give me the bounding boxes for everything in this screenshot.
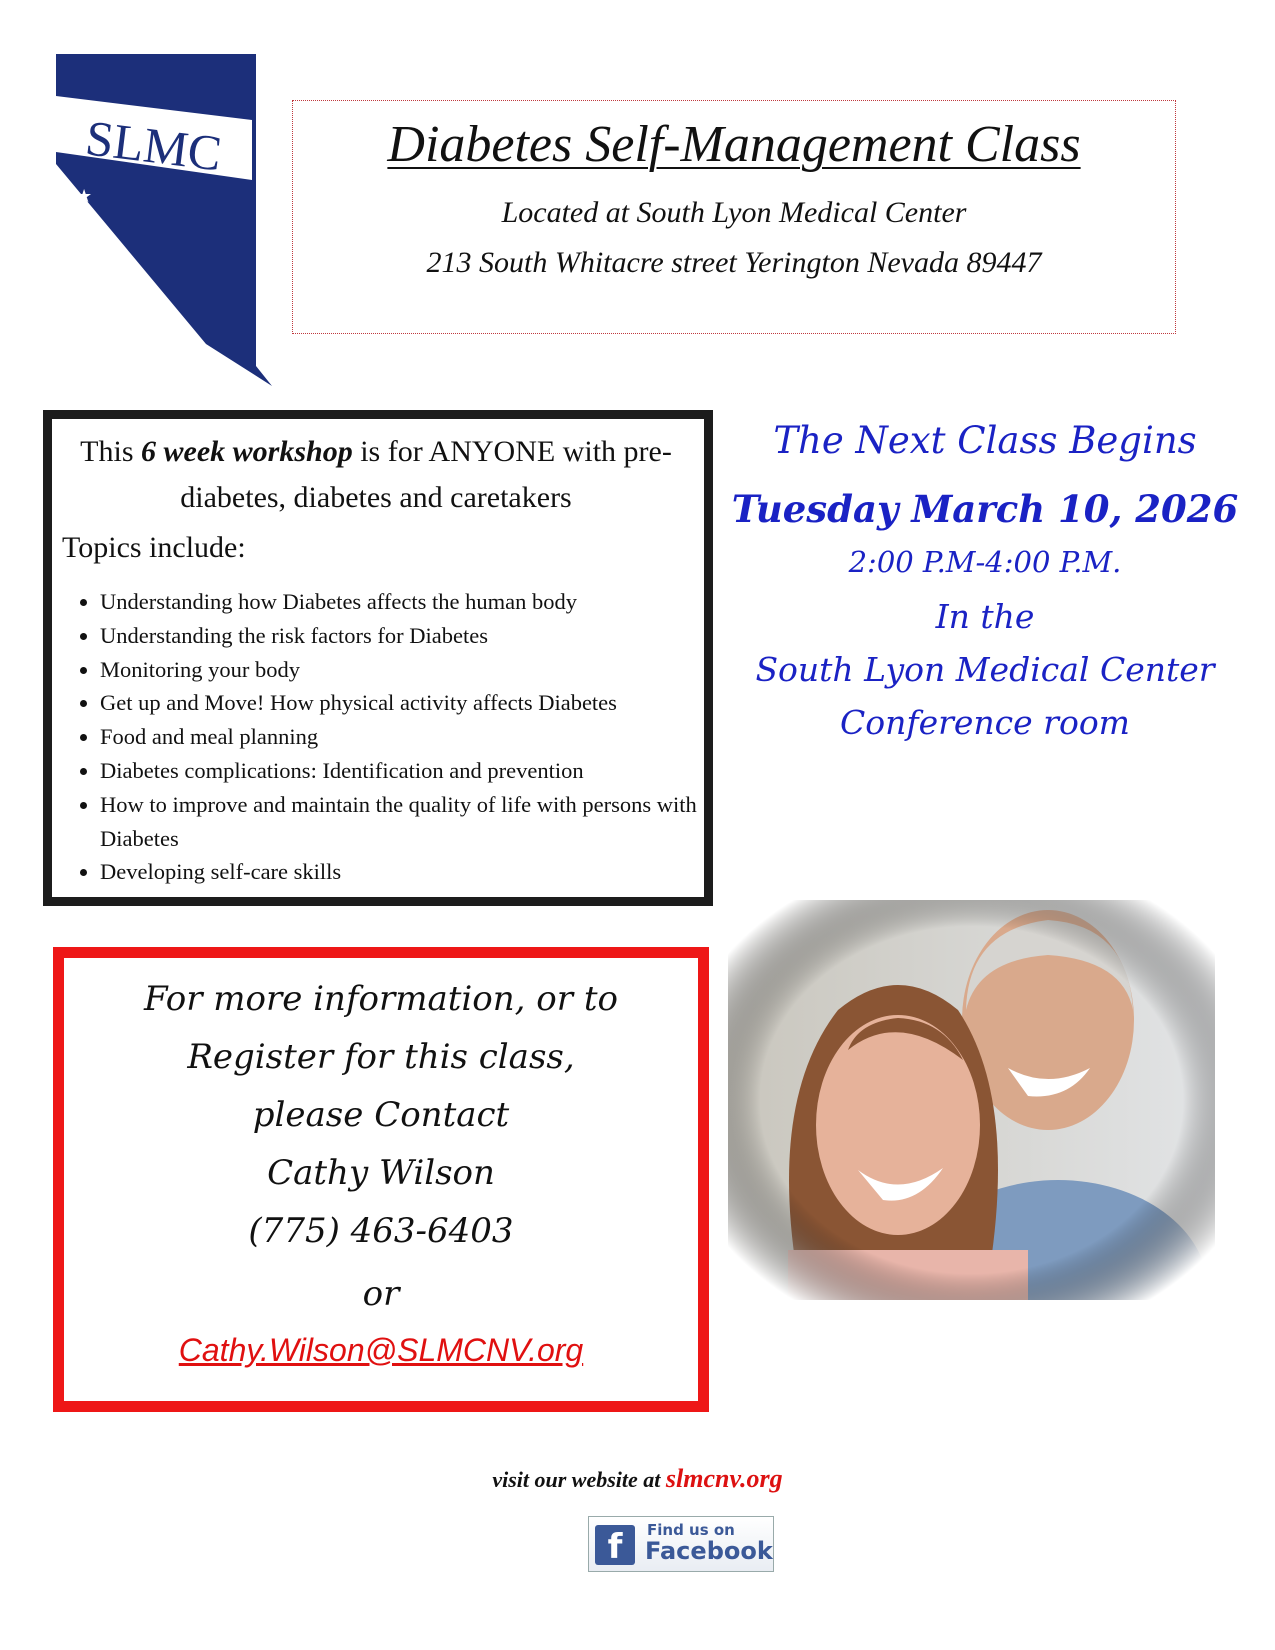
intro-emphasis: 6 week workshop bbox=[141, 435, 353, 468]
topics-list bbox=[62, 585, 700, 889]
contact-phone: (775) 463-6403 bbox=[248, 1211, 514, 1251]
contact-email-link[interactable]: Cathy.Wilson@SLMCNV.org bbox=[178, 1332, 584, 1368]
star-icon: ★ bbox=[76, 186, 93, 207]
intro-prefix: This bbox=[80, 435, 142, 468]
list-item: • Food and meal planning bbox=[100, 720, 700, 754]
workshop-box bbox=[43, 410, 713, 906]
class-location: South Lyon Medical Center bbox=[755, 650, 1215, 689]
next-class-heading: The Next Class Begins bbox=[773, 419, 1197, 462]
list-item: • Understanding how Diabetes affects the human body bbox=[100, 585, 700, 619]
address-line-2: 213 South Whitacre street Yerington Nevada 89447 bbox=[426, 246, 1042, 279]
class-room: Conference room bbox=[840, 703, 1130, 742]
next-class-info bbox=[720, 412, 1250, 749]
topics-heading: Topics include: bbox=[62, 531, 246, 564]
class-location-prefix: In the bbox=[935, 597, 1035, 636]
couple-photo bbox=[728, 900, 1215, 1300]
page-title: Diabetes Self-Management Class bbox=[387, 116, 1081, 173]
list-item: • Developing self-care skills bbox=[100, 855, 700, 889]
facebook-icon: f bbox=[595, 1525, 635, 1565]
class-time: 2:00 P.M-4:00 P.M. bbox=[848, 545, 1122, 579]
facebook-name-text: Facebook bbox=[645, 1537, 773, 1565]
contact-line-3: please Contact bbox=[252, 1095, 510, 1135]
address-line-1: Located at South Lyon Medical Center bbox=[501, 196, 967, 229]
contact-box bbox=[53, 947, 709, 1412]
list-item: • Monitoring your body bbox=[100, 653, 700, 687]
contact-or: or bbox=[362, 1274, 400, 1314]
contact-name: Cathy Wilson bbox=[267, 1153, 495, 1193]
list-item: • Diabetes complications: Identification and prevention bbox=[100, 754, 700, 788]
facebook-badge[interactable] bbox=[588, 1516, 774, 1572]
contact-line-2: Register for this class, bbox=[187, 1037, 575, 1077]
list-item: • Get up and Move! How physical activity affects Diabetes bbox=[100, 686, 700, 720]
slmc-logo bbox=[56, 54, 272, 386]
logo-text: SLMC bbox=[82, 109, 225, 182]
website-link[interactable]: slmcnv.org bbox=[665, 1464, 783, 1493]
workshop-intro bbox=[62, 429, 700, 521]
facebook-find-text: Find us on bbox=[647, 1521, 735, 1539]
header-box bbox=[292, 100, 1176, 334]
contact-line-1: For more information, or to bbox=[144, 979, 618, 1019]
class-date: Tuesday March 10, 2026 bbox=[731, 487, 1239, 531]
website-prefix: visit our website at bbox=[492, 1467, 666, 1492]
intro-suffix: is for ANYONE with pre-diabetes, diabetes and caretakers bbox=[180, 435, 672, 514]
list-item: • Understanding the risk factors for Diabetes bbox=[100, 619, 700, 653]
list-item: • How to improve and maintain the quality of life with persons with Diabetes bbox=[100, 788, 700, 856]
website-line bbox=[0, 1464, 1275, 1494]
